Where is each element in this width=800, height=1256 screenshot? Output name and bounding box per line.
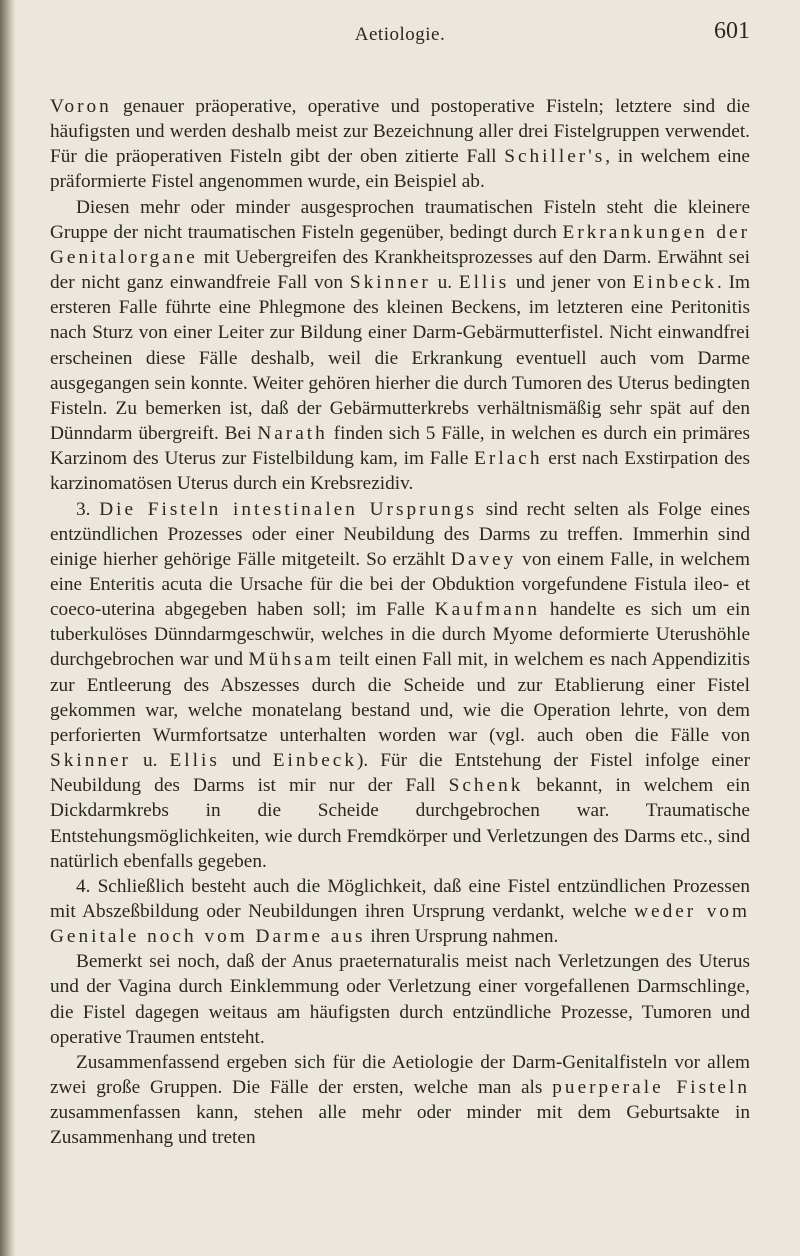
- text-run: mit Uebergreifen des Krankheitsprozesses auf den Darm. Erwähnt sei der nicht ganz einwandfreie Fall von: [50, 246, 750, 294]
- text-run: finden sich 5 Fälle, in welchen es durch ein primäres Karzinom des Uterus zur Fistelbildung kam, im Falle: [50, 423, 750, 470]
- paragraph: [50, 94, 750, 195]
- text-run: handelte es sich um ein tuberkulöses Dünndarmgeschwür, welches in die durch Myome deformierte Uterushöhle durchgebrochen war und: [50, 599, 750, 671]
- text-run: ihren Ursprung nahmen.: [365, 926, 559, 948]
- text-run: teilt einen Fall mit, in welchem es nach Appendizitis zur Entleerung des Abszesses durch die Scheide und zur Etablierung einer Fistel gekommen war, welche monatelang bestand und, wie die Operation lehrte, von dem perforierten Wurmfortsatze unterhalten worden war (vgl. auch oben die Fälle von: [50, 649, 751, 746]
- text-run: u.: [430, 272, 459, 294]
- text-run: Diesen mehr oder minder ausgesprochen traumatischen Fisteln steht die kleinere Gruppe der nicht traumatischen Fisteln gegenüber, bedingt durch: [50, 196, 750, 243]
- spaced-emphasis: Erkrankungen der Genitalorgane: [50, 221, 750, 268]
- text-run: erst nach Exstirpation des karzinomatösen Uterus durch ein Krebsrezidiv.: [50, 448, 750, 495]
- page-edge-shadow: [0, 0, 16, 1256]
- text-run: 4. Schließlich besteht auch die Möglichkeit, daß eine Fistel entzündlichen Prozessen mit Abszeßbildung oder Neubildungen ihren Ursprung verdankt, welche: [50, 875, 750, 922]
- spaced-emphasis: Ellis: [458, 272, 510, 294]
- spaced-emphasis: Erlach: [474, 448, 543, 470]
- text-run: zusammenfassen kann, stehen alle mehr oder minder mit dem Geburtsakte in Zusammenhang und treten: [50, 1102, 750, 1149]
- running-head: [50, 12, 750, 52]
- text-run: Bemerkt sei noch, daß der Anus praeternaturalis meist nach Verletzungen des Uterus und der Vagina durch Einklemmung oder Verletzung einer vorgefallenen Darmschlinge, die Fistel dagegen weitaus am häufigsten durch entzündliche Prozesse, Tumoren und operative Traumen entsteht.: [50, 951, 750, 1048]
- text-run: von einem Falle, in welchem eine Enteritis acuta die Ursache für die bei der Obduktion vorgefundene Fistula ileo- et coeco-uterina abgegeben haben soll; im Falle: [50, 548, 750, 621]
- paragraph: [50, 1050, 750, 1151]
- spaced-emphasis: Kaufmann: [434, 599, 541, 621]
- book-page: [50, 12, 750, 1151]
- spaced-emphasis: Skinner: [349, 272, 431, 294]
- paragraph: [50, 874, 750, 949]
- spaced-emphasis: Narath: [257, 423, 328, 445]
- text-run: sind recht selten als Folge eines entzündlichen Prozesses oder einer Neubildung des Darms zu treffen. Immerhin sind einige hierher gehörige Fälle mitgeteilt. So erzählt: [50, 498, 750, 570]
- text-run: 3.: [76, 498, 100, 520]
- spaced-emphasis: Einbeck: [632, 272, 717, 294]
- page-number: 601: [714, 18, 750, 44]
- text-run: und jener von: [509, 272, 633, 294]
- text-run: , in welchem eine präformierte Fistel angenommen wurde, ein Beispiel ab.: [50, 146, 750, 193]
- text-run: u.: [130, 750, 170, 772]
- paragraph: [50, 949, 750, 1050]
- text-run: Zusammenfassend ergeben sich für die Aetiologie der Darm-Genitalfisteln vor allem zwei große Gruppen. Die Fälle der ersten, welche man als: [50, 1051, 750, 1099]
- spaced-emphasis: Ellis: [169, 750, 220, 772]
- paragraph: [50, 195, 750, 497]
- body-text: [50, 94, 750, 1151]
- spaced-emphasis: Mühsam: [248, 649, 334, 671]
- text-run: . Im ersteren Falle führte eine Phlegmone des kleinen Beckens, im letzteren eine Peritonitis nach Sturz von einer Leiter zur Bildung einer Darm-Gebärmutterfistel. Nicht einwandfrei erscheinen diese Fälle deshalb, weil die Erkrankung eventuell auch vom Darme ausgegangen sein konnte. Weiter gehören hierher die durch Tumoren des Uterus bedingten Fisteln. Zu bemerken ist, daß der Gebärmutterkrebs verhältnismäßig sehr spät auf den Dünndarm übergreift. Bei: [50, 272, 750, 445]
- text-run: ). Für die Entstehung der Fistel infolge einer Neubildung des Darms ist mir nur der Fall: [50, 750, 750, 797]
- paragraph: [50, 497, 750, 874]
- running-title: Aetiologie.: [354, 24, 446, 45]
- text-run: genauer präoperative, operative und postoperative Fisteln; letztere sind die häufigsten und werden deshalb meist zur Bezeichnung aller drei Fistelgruppen verwendet. Für die präoperativen Fisteln gibt der oben zitierte Fall: [50, 96, 750, 168]
- text-run: und: [219, 750, 273, 772]
- spaced-emphasis: Skinner: [50, 750, 131, 772]
- spaced-emphasis: puerperale Fisteln: [552, 1077, 750, 1099]
- spaced-emphasis: Einbeck: [272, 750, 357, 772]
- spaced-emphasis: Voron: [50, 96, 112, 117]
- spaced-emphasis: Die Fisteln intestinalen Ursprungs: [99, 498, 477, 520]
- spaced-emphasis: weder vom Genitale noch vom Darme aus: [50, 901, 750, 948]
- spaced-emphasis: Schiller's: [504, 146, 606, 168]
- spaced-emphasis: Schenk: [448, 775, 524, 797]
- text-run: bekannt, in welchem ein Dickdarmkrebs in die Scheide durchgebrochen war. Traumatische Entstehungsmöglichkeiten, wie durch Fremdkörper und Verletzungen des Darms etc., sind natürlich ebenfalls gegeben.: [50, 775, 750, 872]
- spaced-emphasis: Davey: [450, 548, 517, 570]
